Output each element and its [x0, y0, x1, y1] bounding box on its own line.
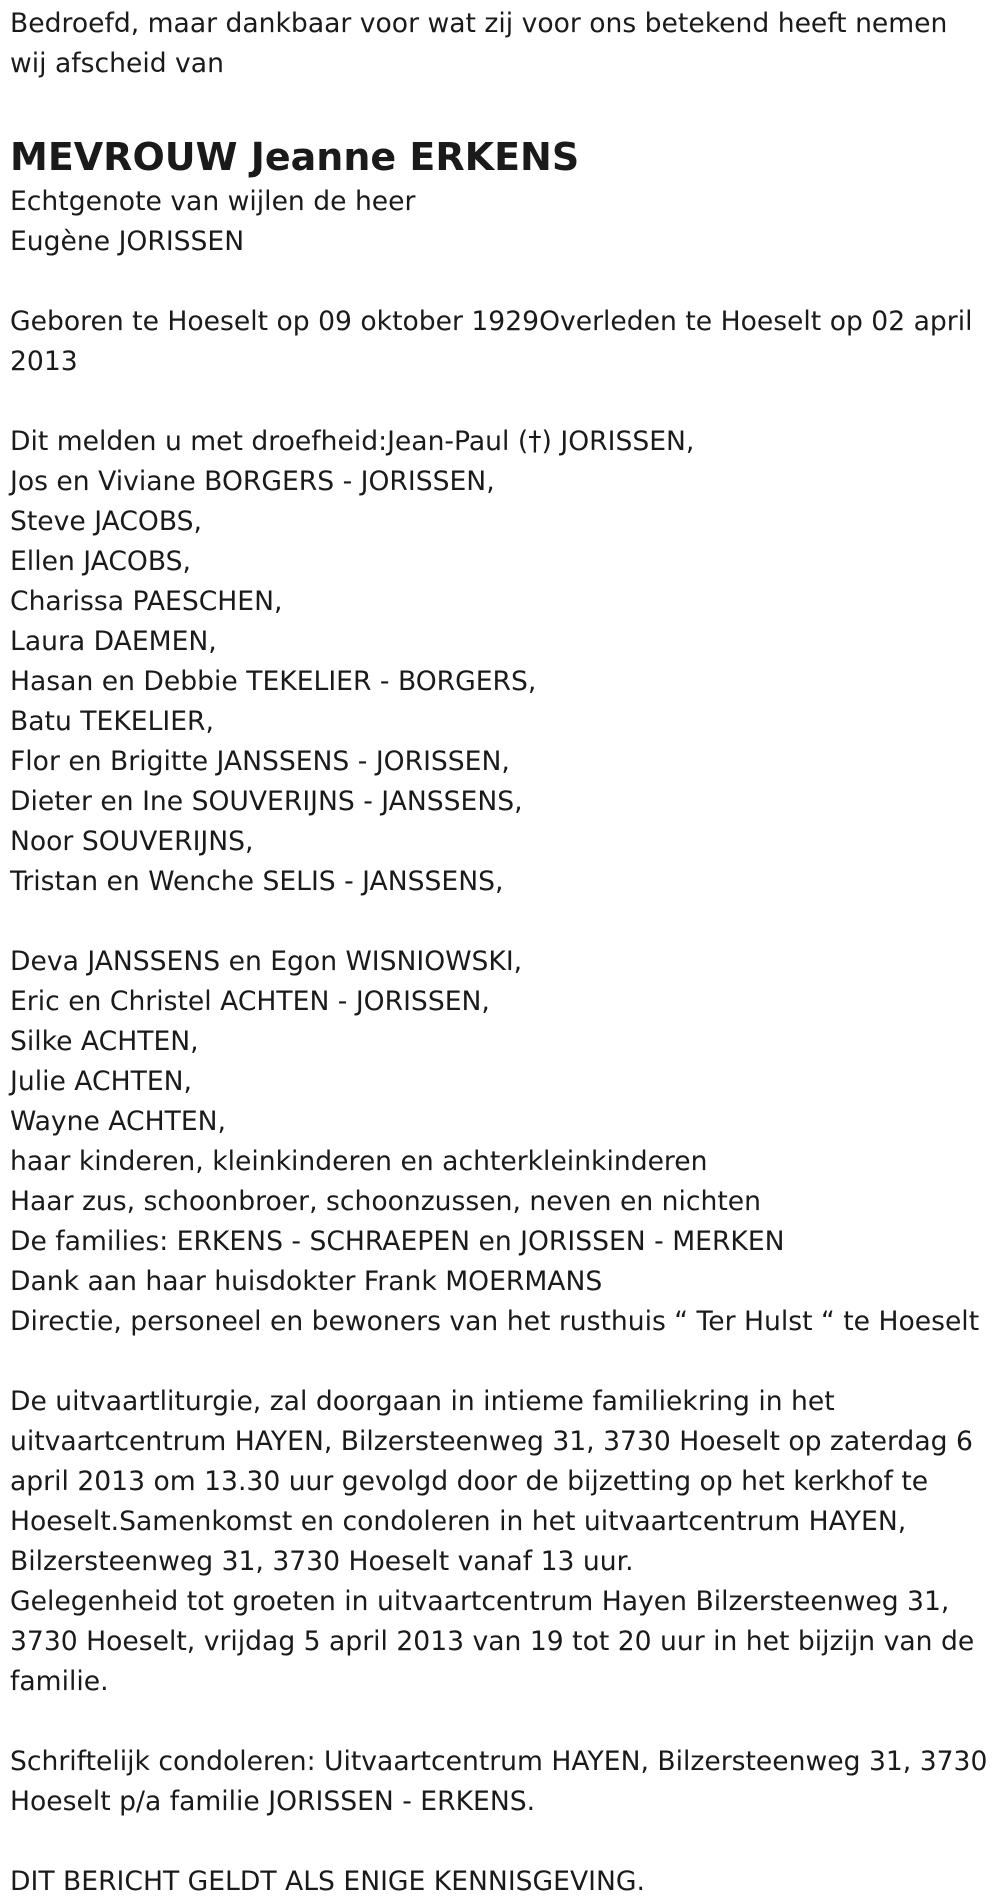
mourner-line: Julie ACHTEN,: [10, 1066, 192, 1097]
mourners-list-2: [10, 942, 990, 1342]
mourner-line: Dit melden u met droefheid:Jean-Paul (†) JORISSEN,: [10, 426, 695, 457]
obituary-notice: [10, 4, 990, 1902]
mourner-line: Wayne ACHTEN,: [10, 1106, 226, 1137]
mourner-line: De families: ERKENS - SCHRAEPEN en JORISSEN - MERKEN: [10, 1226, 785, 1257]
mourner-line: haar kinderen, kleinkinderen en achterkleinkinderen: [10, 1146, 708, 1177]
intro-text: Bedroefd, maar dankbaar voor wat zij voor ons betekend heeft nemen wij afscheid van: [10, 8, 948, 79]
written-condolences: Schriftelijk condoleren: Uitvaartcentrum HAYEN, Bilzersteenweg 31, 3730 Hoeselt p/a familie JORISSEN - ERKENS.: [10, 1746, 988, 1817]
mourner-line: Flor en Brigitte JANSSENS - JORISSEN,: [10, 746, 510, 777]
mourner-line: Hasan en Debbie TEKELIER - BORGERS,: [10, 666, 537, 697]
mourner-line: Steve JACOBS,: [10, 506, 202, 537]
mourner-line: Tristan en Wenche SELIS - JANSSENS,: [10, 866, 504, 897]
mourner-line: Silke ACHTEN,: [10, 1026, 199, 1057]
spouse-line-1: Echtgenote van wijlen de heer: [10, 186, 416, 217]
mourner-line: Noor SOUVERIJNS,: [10, 826, 254, 857]
spouse-line-2: Eugène JORISSEN: [10, 226, 245, 257]
mourner-line: Ellen JACOBS,: [10, 546, 191, 577]
mourner-line: Directie, personeel en bewoners van het rusthuis “ Ter Hulst “ te Hoeselt: [10, 1306, 980, 1337]
mourner-line: Charissa PAESCHEN,: [10, 586, 283, 617]
mourner-line: Deva JANSSENS en Egon WISNIOWSKI,: [10, 946, 523, 977]
mourner-line: Batu TEKELIER,: [10, 706, 214, 737]
birth-death-dates: Geboren te Hoeselt op 09 oktober 1929Overleden te Hoeselt op 02 april 2013: [10, 306, 973, 377]
funeral-details: De uitvaartliturgie, zal doorgaan in intieme familiekring in het uitvaartcentrum HAYEN, Bilzersteenweg 31, 3730 Hoeselt op zaterdag 6 april 2013 om 13.30 uur gevolgd door de bijzetting op het kerkhof te Hoeselt.Samenkomst en condoleren in het uitvaartcentrum HAYEN, Bilzersteenweg 31, 3730 Hoeselt vanaf 13 uur.: [10, 1386, 973, 1577]
spacer: [10, 1822, 990, 1862]
mourner-line: Laura DAEMEN,: [10, 626, 217, 657]
deceased-name: MEVROUW Jeanne ERKENS: [10, 135, 580, 179]
spacer: [10, 1702, 990, 1742]
spacer: [10, 382, 990, 422]
closing-notice: DIT BERICHT GELDT ALS ENIGE KENNISGEVING.: [10, 1866, 645, 1897]
spacer: [10, 1342, 990, 1382]
mourner-line: Haar zus, schoonbroer, schoonzussen, neven en nichten: [10, 1186, 762, 1217]
spacer: [10, 902, 990, 942]
mourner-line: Dank aan haar huisdokter Frank MOERMANS: [10, 1266, 603, 1297]
spacer: [10, 262, 990, 302]
mourner-line: Eric en Christel ACHTEN - JORISSEN,: [10, 986, 490, 1017]
mourner-line: Jos en Viviane BORGERS - JORISSEN,: [10, 466, 495, 497]
mourner-line: Dieter en Ine SOUVERIJNS - JANSSENS,: [10, 786, 523, 817]
visitation-details: Gelegenheid tot groeten in uitvaartcentrum Hayen Bilzersteenweg 31, 3730 Hoeselt, vrijdag 5 april 2013 van 19 tot 20 uur in het bijzijn van de familie.: [10, 1586, 975, 1697]
mourners-list-1: [10, 422, 990, 902]
